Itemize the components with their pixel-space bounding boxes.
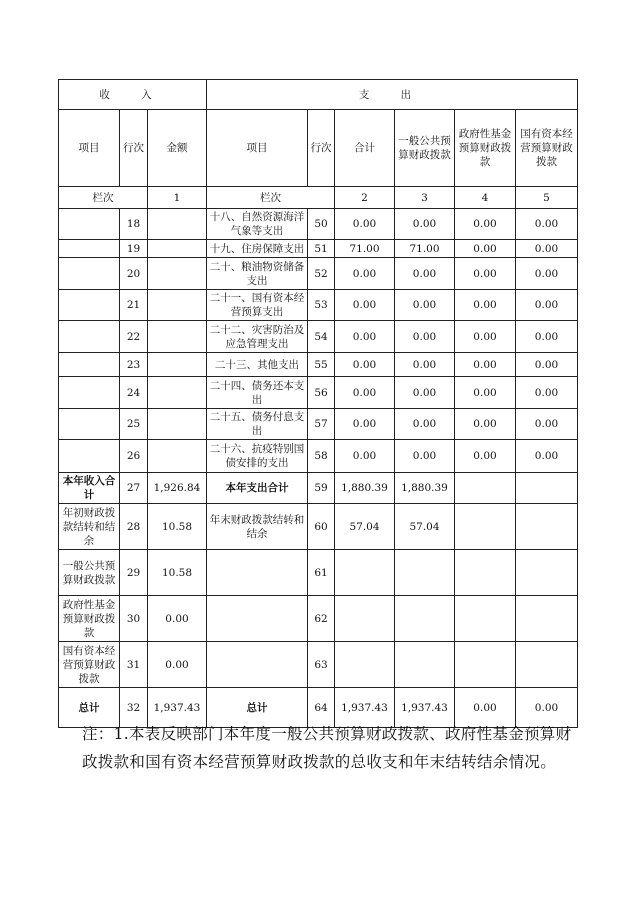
cell-rowno: 30 [120,596,148,642]
col-stateop: 国有资本经营预算财政拨款 [516,110,578,187]
cell-empty [335,642,395,688]
cell-empty [395,596,455,642]
table-row [59,290,578,321]
table-row [59,240,578,258]
cell-rowno: 19 [120,240,148,258]
col-index-4: 4 [455,187,516,209]
column-number-row [59,187,578,209]
cell-govfund: 0.00 [455,353,516,377]
cell-empty [455,642,516,688]
cell-empty [207,596,308,642]
cell-rowno: 61 [308,550,335,596]
grand-general-amount: 1,937.43 [395,688,455,728]
cell-empty [148,409,207,440]
carry-stateop-row [59,642,578,688]
cell-rowno: 54 [308,321,335,353]
grand-govfund-amount: 0.00 [455,688,516,728]
cell-empty [59,440,120,473]
cell-empty [455,504,516,550]
cell-stateop: 0.00 [516,258,578,290]
cell-total: 0.00 [335,209,395,240]
cell-rowno: 25 [120,409,148,440]
year-expense-general: 1,880.39 [395,473,455,504]
table-row [59,209,578,240]
cell-empty [59,240,120,258]
cell-empty [455,473,516,504]
cell-general: 0.00 [395,377,455,409]
cell-rowno: 31 [120,642,148,688]
cell-total: 0.00 [335,321,395,353]
col-total: 合计 [335,110,395,187]
cell-general: 0.00 [395,409,455,440]
col-index-2: 2 [335,187,395,209]
col-income-amount: 金额 [148,110,207,187]
table-row [59,409,578,440]
cell-empty [148,290,207,321]
col-index-label: 栏次 [59,187,148,209]
cell-rowno: 63 [308,642,335,688]
cell-rowno: 64 [308,688,335,728]
cell-empty [148,377,207,409]
cell-stateop: 0.00 [516,377,578,409]
cell-general: 0.00 [395,353,455,377]
cell-general: 0.00 [395,440,455,473]
grand-expense-label: 总计 [207,688,308,728]
carry-end-total: 57.04 [335,504,395,550]
cell-stateop: 0.00 [516,353,578,377]
cell-rowno: 32 [120,688,148,728]
cell-total: 0.00 [335,353,395,377]
cell-item: 二十三、其他支出 [207,353,308,377]
cell-govfund: 0.00 [455,409,516,440]
cell-empty [59,290,120,321]
cell-rowno: 23 [120,353,148,377]
cell-stateop: 0.00 [516,440,578,473]
cell-rowno: 18 [120,209,148,240]
table-row [59,321,578,353]
table-row [59,353,578,377]
cell-total: 0.00 [335,409,395,440]
cell-rowno: 50 [308,209,335,240]
col-general: 一般公共预算财政拨款 [395,110,455,187]
col-expense-item: 项目 [207,110,308,187]
cell-empty [207,550,308,596]
carry-end-general: 57.04 [395,504,455,550]
cell-govfund: 0.00 [455,290,516,321]
carry-govfund-amount: 0.00 [148,596,207,642]
cell-empty [59,409,120,440]
cell-empty [148,209,207,240]
carry-govfund-label: 政府性基金预算财政拨款 [59,596,120,642]
col-index-1: 1 [148,187,207,209]
table-footnote: 注：1.本表反映部门本年度一般公共预算财政拨款、政府性基金预算财政拨款和国有资本经营预算财政拨款的总收支和年末结转结余情况。 [82,725,572,771]
carry-start-amount: 10.58 [148,504,207,550]
cell-item: 二十一、国有资本经营预算支出 [207,290,308,321]
col-index-label-2: 栏次 [207,187,335,209]
cell-rowno: 21 [120,290,148,321]
carry-stateop-label: 国有资本经营预算财政拨款 [59,642,120,688]
cell-total: 0.00 [335,290,395,321]
cell-empty [148,321,207,353]
cell-general: 0.00 [395,321,455,353]
cell-rowno: 53 [308,290,335,321]
cell-rowno: 55 [308,353,335,377]
cell-govfund: 0.00 [455,258,516,290]
cell-rowno: 57 [308,409,335,440]
cell-item: 二十五、债务付息支出 [207,409,308,440]
cell-stateop: 0.00 [516,240,578,258]
cell-stateop: 0.00 [516,321,578,353]
cell-govfund: 0.00 [455,321,516,353]
cell-stateop: 0.00 [516,409,578,440]
cell-rowno: 62 [308,596,335,642]
cell-rowno: 29 [120,550,148,596]
carry-start-label: 年初财政拨款结转和结余 [59,504,120,550]
cell-empty [516,642,578,688]
cell-total: 71.00 [335,240,395,258]
cell-empty [395,550,455,596]
cell-item: 二十四、债务还本支出 [207,377,308,409]
cell-item: 二十、粮油物资储备支出 [207,258,308,290]
col-expense-rowno: 行次 [308,110,335,187]
cell-empty [516,504,578,550]
cell-empty [335,550,395,596]
cell-item: 二十二、灾害防治及应急管理支出 [207,321,308,353]
cell-stateop: 0.00 [516,290,578,321]
cell-empty [59,377,120,409]
cell-empty [148,240,207,258]
grand-stateop-amount: 0.00 [516,688,578,728]
col-index-3: 3 [395,187,455,209]
carry-end-label: 年末财政拨款结转和结余 [207,504,308,550]
cell-empty [395,642,455,688]
col-govfund: 政府性基金预算财政拨款 [455,110,516,187]
col-income-item: 项目 [59,110,120,187]
cell-rowno: 22 [120,321,148,353]
cell-general: 0.00 [395,258,455,290]
cell-rowno: 26 [120,440,148,473]
carry-over-row [59,504,578,550]
cell-item: 二十六、抗疫特别国债安排的支出 [207,440,308,473]
cell-empty [335,596,395,642]
cell-rowno: 51 [308,240,335,258]
grand-income-amount: 1,937.43 [148,688,207,728]
cell-govfund: 0.00 [455,377,516,409]
cell-empty [516,596,578,642]
year-expense-total: 1,880.39 [335,473,395,504]
grand-income-label: 总计 [59,688,120,728]
col-income-rowno: 行次 [120,110,148,187]
cell-rowno: 58 [308,440,335,473]
carry-govfund-row [59,596,578,642]
table-row [59,258,578,290]
cell-general: 0.00 [395,290,455,321]
cell-empty [455,550,516,596]
carry-general-row [59,550,578,596]
col-index-5: 5 [516,187,578,209]
cell-rowno: 56 [308,377,335,409]
header-row-sections [59,80,578,110]
cell-govfund: 0.00 [455,240,516,258]
cell-empty [148,258,207,290]
cell-govfund: 0.00 [455,209,516,240]
cell-rowno: 59 [308,473,335,504]
fiscal-appropriation-table [58,79,578,728]
income-header: 收 入 [59,80,207,110]
cell-empty [59,209,120,240]
grand-total-amount: 1,937.43 [335,688,395,728]
carry-general-label: 一般公共预算财政拨款 [59,550,120,596]
cell-empty [59,258,120,290]
cell-govfund: 0.00 [455,440,516,473]
cell-empty [59,321,120,353]
cell-empty [207,642,308,688]
cell-general: 0.00 [395,209,455,240]
cell-rowno: 60 [308,504,335,550]
cell-item: 十九、住房保障支出 [207,240,308,258]
cell-stateop: 0.00 [516,209,578,240]
carry-general-amount: 10.58 [148,550,207,596]
cell-rowno: 52 [308,258,335,290]
year-expense-label: 本年支出合计 [207,473,308,504]
cell-empty [148,353,207,377]
year-income-label: 本年收入合计 [59,473,120,504]
cell-empty [148,440,207,473]
cell-total: 0.00 [335,258,395,290]
carry-stateop-amount: 0.00 [148,642,207,688]
table-row [59,440,578,473]
cell-empty [455,596,516,642]
cell-general: 71.00 [395,240,455,258]
cell-rowno: 24 [120,377,148,409]
expense-header: 支 出 [207,80,578,110]
cell-rowno: 28 [120,504,148,550]
year-income-amount: 1,926.84 [148,473,207,504]
year-total-row [59,473,578,504]
cell-total: 0.00 [335,440,395,473]
table-row [59,377,578,409]
cell-empty [516,473,578,504]
cell-total: 0.00 [335,377,395,409]
cell-rowno: 20 [120,258,148,290]
cell-empty [59,353,120,377]
cell-empty [516,550,578,596]
header-row-columns [59,110,578,187]
cell-item: 十八、自然资源海洋气象等支出 [207,209,308,240]
cell-rowno: 27 [120,473,148,504]
